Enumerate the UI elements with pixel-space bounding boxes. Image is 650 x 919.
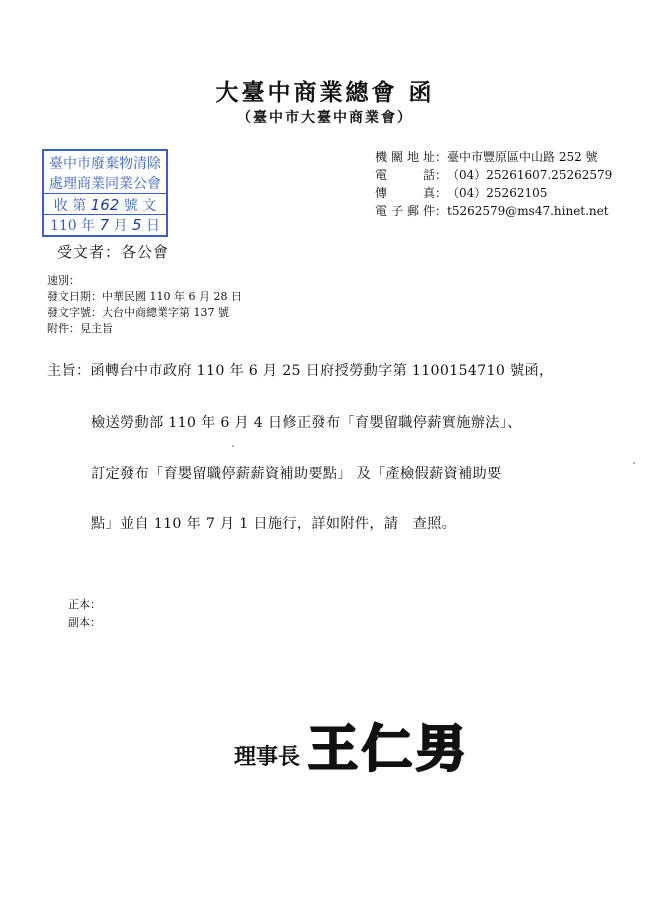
stamp-receipt-suffix: 號 文	[123, 198, 157, 214]
chairman-signature-stamp	[230, 710, 500, 780]
stamp-receipt-number: 162	[90, 196, 120, 214]
stamp-date-year: 110	[49, 218, 77, 234]
receipt-stamp	[42, 149, 168, 237]
contact-value: t5262579@ms47.hinet.net	[447, 204, 609, 218]
body-line: 主旨：函轉台中市政府 110 年 6 月 25 日府授勞動字第 1100154710 號函，	[47, 363, 554, 379]
distribution	[68, 596, 101, 632]
stamp-date-day: 5	[132, 216, 142, 234]
contact-label: 機關地址	[375, 150, 435, 164]
stamp-org-line1: 臺中市廢棄物清除	[49, 156, 161, 172]
document-title: 大臺中商業總會 函	[215, 79, 435, 106]
stamp-org-line2: 處理商業同業公會	[49, 176, 161, 192]
meta-speed: 速別：	[47, 274, 80, 287]
scan-speck	[633, 462, 635, 464]
body-line: 訂定發布「育嬰留職停薪薪資補助要點」 及「產檢假薪資補助要	[91, 466, 502, 482]
stamp-date-year-unit: 年	[81, 218, 96, 234]
body-line: 點」並自 110 年 7 月 1 日施行，詳如附件，請 查照。	[91, 516, 457, 532]
contact-email: 電子郵件 ： t5262579@ms47.hinet.net	[375, 204, 609, 218]
stamp-divider	[44, 193, 166, 194]
contact-label: 傳 真	[375, 186, 435, 200]
original-recipient: 正本：	[68, 598, 101, 611]
scan-speck	[232, 445, 234, 447]
document-subtitle: （臺中市大臺中商業會）	[237, 110, 413, 126]
signature-title: 理事長	[234, 744, 301, 770]
contact-value: （04）25261607.25262579	[447, 168, 613, 182]
stamp-date-month-unit: 月	[113, 218, 128, 234]
stamp-receipt-prefix: 收 第	[53, 198, 87, 214]
meta-date: 發文日期：中華民國 110 年 6 月 28 日	[47, 290, 242, 303]
contact-info	[375, 148, 612, 220]
stamp-receipt-row	[44, 195, 166, 215]
meta-ref: 發文字號：大台中商總業字第 137 號	[47, 306, 229, 319]
contact-value: 臺中市豐原區中山路 252 號	[447, 150, 598, 164]
body-line: 檢送勞動部 110 年 6 月 4 日修正發布「育嬰留職停薪實施辦法」、	[91, 415, 522, 431]
recipient: 受文者：各公會	[57, 243, 170, 261]
stamp-date-row	[44, 215, 166, 235]
contact-address: 機關地址 ： 臺中市豐原區中山路 252 號	[375, 150, 598, 164]
document-meta	[47, 273, 242, 337]
copy-recipient: 副本：	[68, 616, 101, 629]
contact-value: （04）25262105	[447, 186, 548, 200]
meta-attachment: 附件：見主旨	[47, 322, 113, 335]
stamp-date-month: 7	[99, 216, 110, 234]
contact-label: 電子郵件	[375, 204, 435, 218]
contact-label: 電 話	[375, 168, 435, 182]
stamp-date-day-unit: 日	[146, 218, 161, 234]
contact-phone: 電 話 ： （04）25261607.25262579	[375, 168, 613, 182]
signature-name: 王仁男	[308, 719, 470, 778]
contact-fax: 傳 真 ： （04）25262105	[375, 186, 548, 200]
